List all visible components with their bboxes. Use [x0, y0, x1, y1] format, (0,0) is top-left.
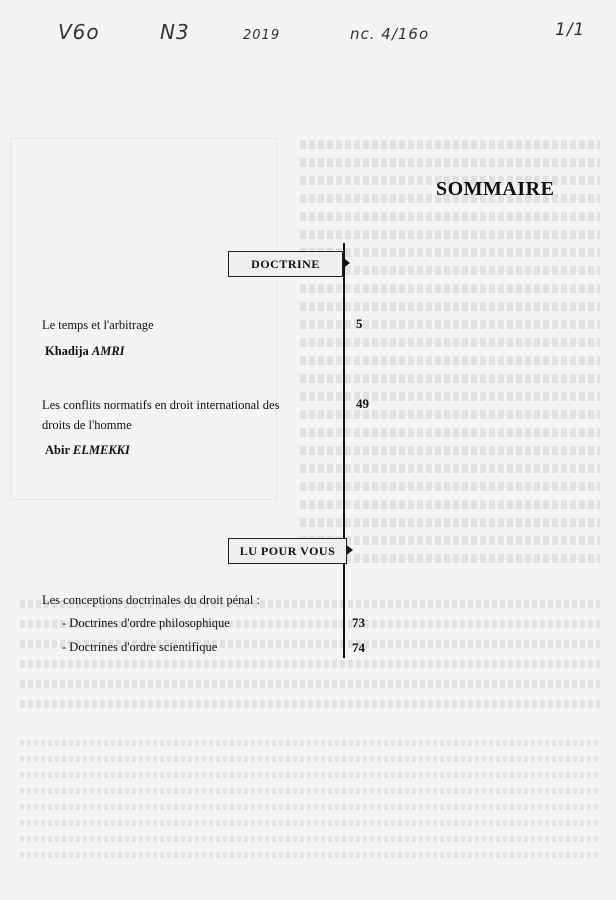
section-header-doctrine: DOCTRINE	[228, 251, 343, 277]
toc-sub-entry[interactable]: - Doctrines d'ordre scientifique	[62, 640, 218, 654]
toc-page-number: 5	[356, 316, 363, 331]
author-last-name: AMRI	[91, 344, 125, 358]
page-title: SOMMAIRE	[436, 178, 555, 200]
author-first-name: Khadija	[45, 344, 89, 358]
handwritten-note-page: 1/1	[555, 20, 586, 40]
author-last-name: ELMEKKI	[72, 443, 130, 457]
timeline-line	[343, 243, 345, 658]
toc-sub-entry[interactable]: - Doctrines d'ordre philosophique	[62, 616, 230, 630]
toc-entry-author	[45, 443, 130, 458]
handwritten-note-reference: nc. 4/16o	[350, 25, 430, 43]
toc-entry-title[interactable]: Les conceptions doctrinales du droit pénal :	[42, 593, 260, 607]
toc-entry-title[interactable]: Le temps et l'arbitrage	[42, 318, 154, 332]
show-through-text	[300, 140, 600, 572]
handwritten-note-volume: V6o	[58, 20, 100, 44]
toc-entry-title-continued[interactable]: droits de l'homme	[42, 418, 132, 432]
show-through-footnotes	[20, 740, 600, 868]
handwritten-note-number: N3	[160, 20, 190, 44]
toc-page-number: 74	[352, 640, 365, 655]
toc-entry-author	[45, 344, 125, 359]
toc-page-number: 49	[356, 396, 369, 411]
toc-page-number: 73	[352, 615, 365, 630]
section-header-lu-pour-vous: LU POUR VOUS	[228, 538, 347, 564]
toc-entry-title[interactable]: Les conflits normatifs en droit international des	[42, 398, 280, 412]
handwritten-note-year: 2019	[243, 28, 281, 43]
author-first-name: Abir	[45, 443, 70, 457]
